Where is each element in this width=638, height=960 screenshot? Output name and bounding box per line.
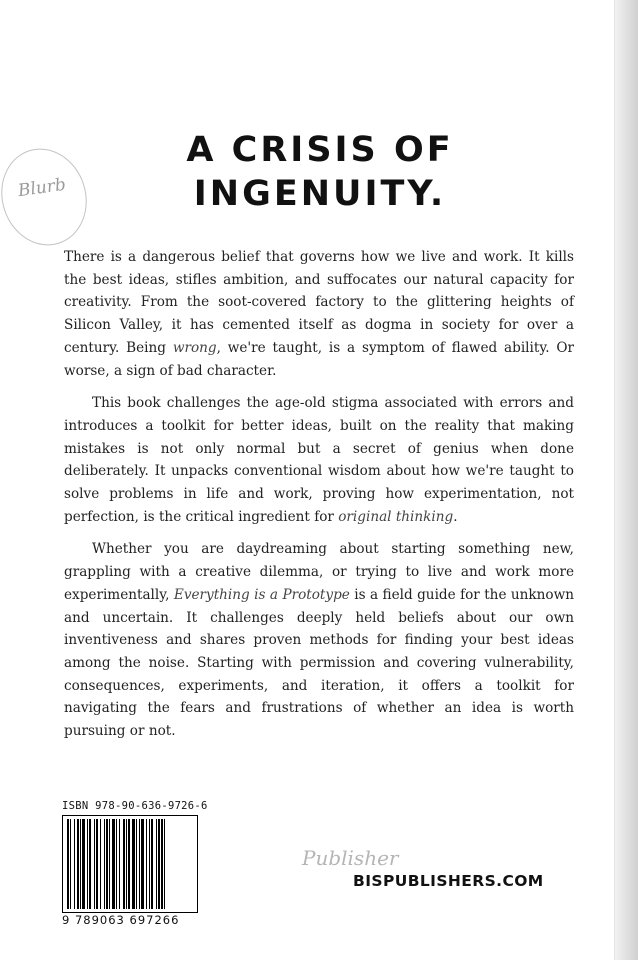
barcode-bar [151, 819, 153, 909]
barcode-bar [96, 819, 98, 909]
paragraph-3 [64, 538, 574, 742]
barcode-bar [156, 819, 157, 909]
barcode-bar [112, 819, 115, 909]
barcode-bar [67, 819, 69, 909]
barcode-bars [63, 816, 197, 912]
paragraph-2 [64, 392, 574, 528]
barcode-bar [164, 819, 165, 909]
barcode-bar [139, 819, 140, 909]
paragraph-1-end: , we're taught, is a symptom of flawed ability. Or worse, a sign of bad character. [64, 339, 574, 379]
paragraph-1-text: There is a dangerous belief that governs how we live and work. It kills the best ideas, stifles ambition, and suffocates our natural capacity for creativity. From the soot-covered factory to the glittering heights of Silicon Valley, it has cemented itself as dogma in society for over a century. Being [64, 249, 574, 356]
barcode-bar [132, 819, 135, 909]
blurb-annotation-label: Blurb [16, 174, 68, 202]
barcode-bar [149, 819, 150, 909]
blurb-body [64, 246, 574, 753]
barcode-bar [136, 819, 137, 909]
paragraph-3-text: Whether you are daydreaming about starting something new, grappling with a creative dilemma, or trying to live and work more experimentally, [64, 541, 574, 603]
barcode-bar [106, 819, 108, 909]
barcode-bar [146, 819, 147, 909]
headline [0, 128, 638, 216]
barcode-bar [126, 819, 127, 909]
paragraph-2-text: This book challenges the age-old stigma associated with errors and introduces a toolkit for better ideas, built on the reality that making mistakes is not only normal but a secret of genius when done deliberately. It unpacks conventional wisdom about how we're taught to solve problems in life and work, proving how experimentation, not perfection, is the critical ingredient for [64, 395, 574, 525]
barcode-bar [104, 819, 105, 909]
paragraph-3-script: Everything is a Prototype [173, 586, 350, 603]
barcode-bar [89, 819, 91, 909]
barcode-bar [161, 819, 163, 909]
paragraph-1-script: wrong [172, 339, 217, 356]
isbn-label: ISBN 978-90-636-9726-6 [62, 800, 208, 812]
spine-edge [614, 0, 638, 960]
barcode-bar [87, 819, 88, 909]
headline-line-2: INGENUITY. [193, 174, 447, 214]
barcode [62, 815, 198, 913]
publisher-script-label: Publisher [302, 846, 399, 870]
paragraph-2-end: . [453, 508, 458, 525]
barcode-bar [70, 819, 71, 909]
paragraph-3-end: is a field guide for the unknown and uncertain. It challenges deeply held beliefs about our own inventiveness and shares proven methods for finding your best ideas among the noise. Starting with permission and covering vulnerability, consequences, experiments, and iteration, it offers a toolkit for navigating the fears and frustrations of whether an idea is worth pursuing or not. [64, 586, 574, 740]
barcode-bar [80, 819, 81, 909]
barcode-bar [109, 819, 110, 909]
paragraph-2-script: original thinking [338, 508, 454, 525]
barcode-bar [119, 819, 120, 909]
barcode-digits: 9 789063 697266 [62, 913, 180, 927]
barcode-bar [94, 819, 95, 909]
barcode-bar [116, 819, 117, 909]
barcode-bar [82, 819, 85, 909]
barcode-bar [74, 819, 75, 909]
paragraph-1 [64, 246, 574, 382]
barcode-bar [100, 819, 101, 909]
publisher-website: BISPUBLISHERS.COM [353, 872, 544, 890]
barcode-bar [123, 819, 125, 909]
headline-line-1: A CRISIS OF [186, 130, 454, 170]
barcode-bar [158, 819, 160, 909]
barcode-bar [141, 819, 144, 909]
barcode-bar [77, 819, 79, 909]
barcode-bar [128, 819, 130, 909]
